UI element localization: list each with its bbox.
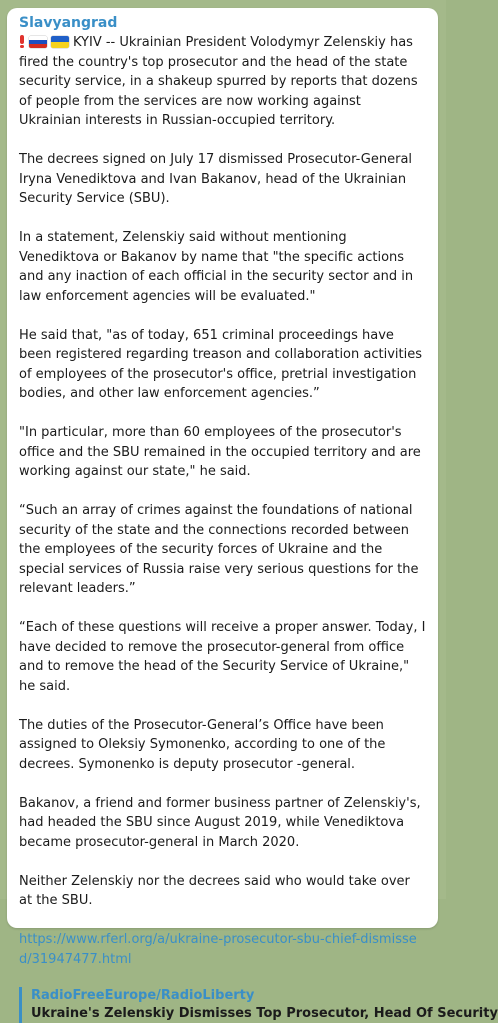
paragraph-10: Neither Zelenskiy nor the decrees said who would take over at the SBU. — [19, 873, 410, 908]
paragraph-6: “Such an array of crimes against the foundations of national security of the state and the connections recorded between the employees of the security forces of Ukraine and the special services of Russia raise very serious questions for the relevant leaders.” — [19, 503, 419, 596]
paragraph-5: "In particular, more than 60 employees of the prosecutor's office and the SBU remained in the occupied territory and are working against our state," he said. — [19, 425, 421, 479]
exclamation-icon — [19, 35, 25, 48]
ukraine-flag-icon — [51, 36, 69, 48]
paragraph-1-text: KYIV -- Ukrainian President Volodymyr Zelenskiy has fired the country's top prosecutor and the head of the state security service, in a shakeup spurred by reports that dozens of people from the services are now working against Ukrainian interests in Russian-occupied territory. — [19, 35, 418, 128]
channel-name[interactable]: Slavyangrad — [19, 15, 118, 31]
link-preview-title: Ukraine's Zelenskiy Dismisses Top Prosecutor, Head Of Security — [31, 1005, 498, 1021]
link-preview[interactable] — [19, 987, 498, 1023]
emoji-group — [19, 35, 69, 48]
link-paragraph — [19, 930, 426, 969]
paragraph-4: He said that, "as of today, 651 criminal proceedings have been registered regarding treason and collaboration activities of employees of the prosecutor's office, pretrial investigation bodies, and other law enforcement agencies.” — [19, 327, 422, 401]
paragraph-8: The duties of the Prosecutor-General’s Office have been assigned to Oleksiy Symonenko, according to one of the decrees. Symonenko is deputy prosecutor -general. — [19, 717, 386, 772]
article-link[interactable]: https://www.rferl.org/a/ukraine-prosecutor-sbu-chief-dismissed/31947477.html — [19, 932, 417, 967]
paragraph-1 — [19, 33, 426, 131]
link-preview-site-name: RadioFreeEurope/RadioLiberty — [31, 987, 255, 1003]
russia-flag-icon — [29, 36, 47, 48]
paragraph-3: In a statement, Zelenskiy said without mentioning Venediktova or Bakanov by name that "the specific actions and any inaction of each official in the security sector and in law enforcement agencies will be evaluated." — [19, 230, 414, 304]
paragraph-2: The decrees signed on July 17 dismissed Prosecutor-General Iryna Venediktova and Ivan Bakanov, head of the Ukrainian Security Service (SBU). — [19, 152, 413, 206]
message-text — [19, 33, 426, 969]
paragraph-7: “Each of these questions will receive a proper answer. Today, I have decided to remove the prosecutor-general from office and to remove the head of the Security Service of Ukraine," he said. — [19, 620, 426, 694]
message-bubble — [7, 8, 498, 1021]
paragraph-9: Bakanov, a friend and former business partner of Zelenskiy's, had headed the SBU since August 2019, while Venediktova became prosecutor-general in March 2020. — [19, 795, 421, 850]
